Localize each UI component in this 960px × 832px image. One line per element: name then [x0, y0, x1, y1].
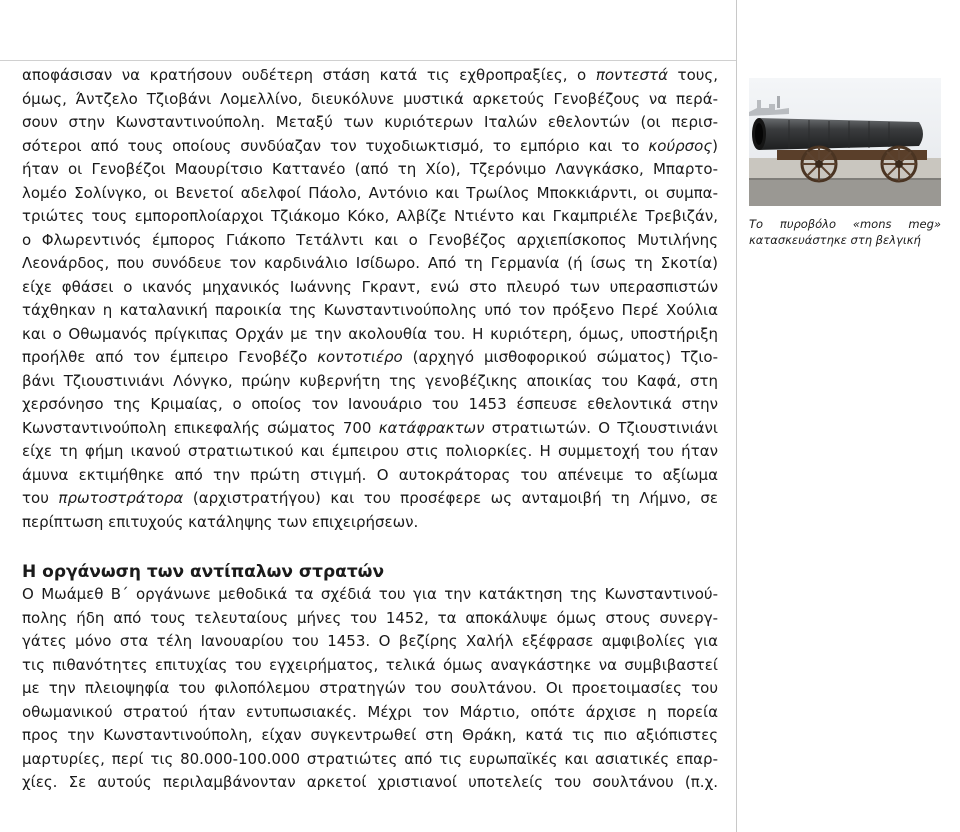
text-line: ο Φλωρεντινός έμπορος Γιάκοπο Τετάλντι και ο Γενοβέζος αρχιεπίσκοπος Μυτιλήνης	[22, 230, 718, 249]
caption-line: κατασκευάστηκε στη βελγική	[749, 233, 921, 247]
text-line: του πρωτοστράτορα (αρχιστρατήγου) και του προσέφερε ως ανταμοιβή τη Λήμνο, σε	[22, 489, 718, 507]
text-line: είχε τη φήμη ικανού στρατιωτικού και έμπειρου στις πολιορκίες. Η συμμετοχή του ήταν	[22, 442, 718, 460]
figure-caption	[749, 216, 941, 248]
top-rule	[0, 60, 736, 61]
text-line: με την πλειοψηφία του φιλοπόλεμου στρατηγών του σουλτάνου. Οι προετοιμασίες του	[22, 679, 718, 697]
text-line: και ο Οθωμανός πρίγκιπας Ορχάν με την ακολουθία του. Η κυριότερη, όμως, υποστήριξη	[22, 324, 718, 343]
text-line: είχε φθάσει ο ικανός μηχανικός Ιωάννης Γκραντ, ενώ στο πλευρό των υπερασπιστών	[22, 277, 718, 296]
text-line: Λεονάρδος, που συνόδευε τον καρδινάλιο Ισίδωρο. Από τη Γερμανία (ή ίσως τη Σκοτία)	[22, 254, 718, 272]
text-line: σουν στην Κωνσταντινούπολη. Μεταξύ των κυριότερων Ιταλών εθελοντών (οι περισ-	[22, 113, 718, 131]
text-line: μαρτυρίες, περί τις 80.000-100.000 στρατιώτες από τις ευρωπαϊκές και ασιατικές επαρ-	[22, 749, 718, 768]
section-heading: Η οργάνωση των αντίπαλων στρατών	[22, 562, 385, 582]
text-line: περίπτωση επιτυχούς κατάληψης των επιχειρήσεων.	[22, 512, 419, 531]
text-line: πολης ήδη από τους τελευταίους μήνες του 1452, τα αποκάλυψε όμως στους συνεργ-	[22, 608, 718, 627]
section-text	[22, 583, 718, 795]
text-line: γάτες μόνο στα τέλη Ιανουαρίου του 1453. Ο βεζίρης Χαλήλ εξέφρασε αμφιβολίες για	[22, 632, 718, 650]
text-line: βάνι Τζιουστινιάνι Λόνγκο, πρώην κυβερνήτη της γενοβέζικης αποικίας του Καφά, στη	[22, 371, 718, 390]
text-line: Ο Μωάμεθ Β΄ οργάνωνε μεθοδικά τα σχέδιά του για την κατάκτηση της Κωνσταντινού-	[22, 585, 718, 603]
caption-line: Το πυροβόλο «mons meg»	[749, 217, 941, 231]
text-line: λομέο Σολίνγκο, οι Βενετοί αδελφοί Πάολο, Αντόνιο και Τρωίλος Μποκκιάρντι, οι συμπα-	[22, 183, 718, 202]
text-line: χερσόνησο της Κριμαίας, ο οποίος τον Ιανουάριο του 1453 έσπευσε εθελοντικά στην	[22, 395, 718, 413]
text-line: άμυνα εκτιμήθηκε από την πρώτη στιγμή. Ο αυτοκράτορας του απένειμε το αξίωμα	[22, 465, 718, 484]
text-line: τις πιθανότητες επιτυχίας του εγχειρήματος, τελικά όμως αναγκάστηκε να συμβιβαστεί	[22, 655, 718, 674]
text-line: οθωμανικού στρατού ήταν εντυπωσιακές. Μέχρι τον Μάρτιο, οπότε άρχισε η πορεία	[22, 702, 718, 721]
text-line: προς την Κωνσταντινούπολη, είχαν συγκεντρωθεί στη Θράκη, κατά τις πιο αξιόπιστες	[22, 726, 718, 744]
text-line: αποφάσισαν να κρατήσουν ουδέτερη στάση κατά τις εχθροπραξίες, ο ποντεστά τους,	[22, 66, 718, 84]
text-line: τάχθηκαν η καταλανική παροικία της Κωνσταντινούπολης υπό τον πρόξενο Περέ Χούλια	[22, 301, 718, 319]
body-text	[22, 64, 718, 534]
cannon-photo	[749, 78, 941, 206]
column-divider	[736, 0, 737, 832]
text-line: σότεροι από τους οποίους συνδύαζαν τον τυχοδιωκτισμό, το εμπόριο και το κούρσος)	[22, 136, 718, 155]
text-line: όμως, Άντζελο Τζιοβάνι Λομελλίνο, διευκόλυνε μυστικά αρκετούς Γενοβέζους να περά-	[22, 89, 718, 108]
text-line: χίες. Σε αυτούς περιλαμβάνονταν αρκετοί χριστιανοί υποτελείς του σουλτάνου (π.χ.	[22, 773, 718, 791]
text-line: Κωνσταντινούπολη επικεφαλής σώματος 700 κατάφρακτων στρατιωτών. Ο Τζιουστινιάνι	[22, 418, 718, 437]
text-line: ήταν οι Γενοβέζοι Μαουρίτσιο Καττανέο (από τη Χίο), Τζερόνιμο Λανγκάσκο, Μπαρτο-	[22, 160, 718, 178]
text-line: τριώτες τους εμποροπλοίαρχοι Τζιάκομο Κόκο, Αλβίζε Ντιέντο και Γκαμπριέλε Τρεβιζάν,	[22, 207, 718, 225]
text-line: προήλθε από τον έμπειρο Γενοβέζο κοντοτιέρο (αρχηγό μισθοφορικού σώματος) Τζιο-	[22, 348, 718, 366]
